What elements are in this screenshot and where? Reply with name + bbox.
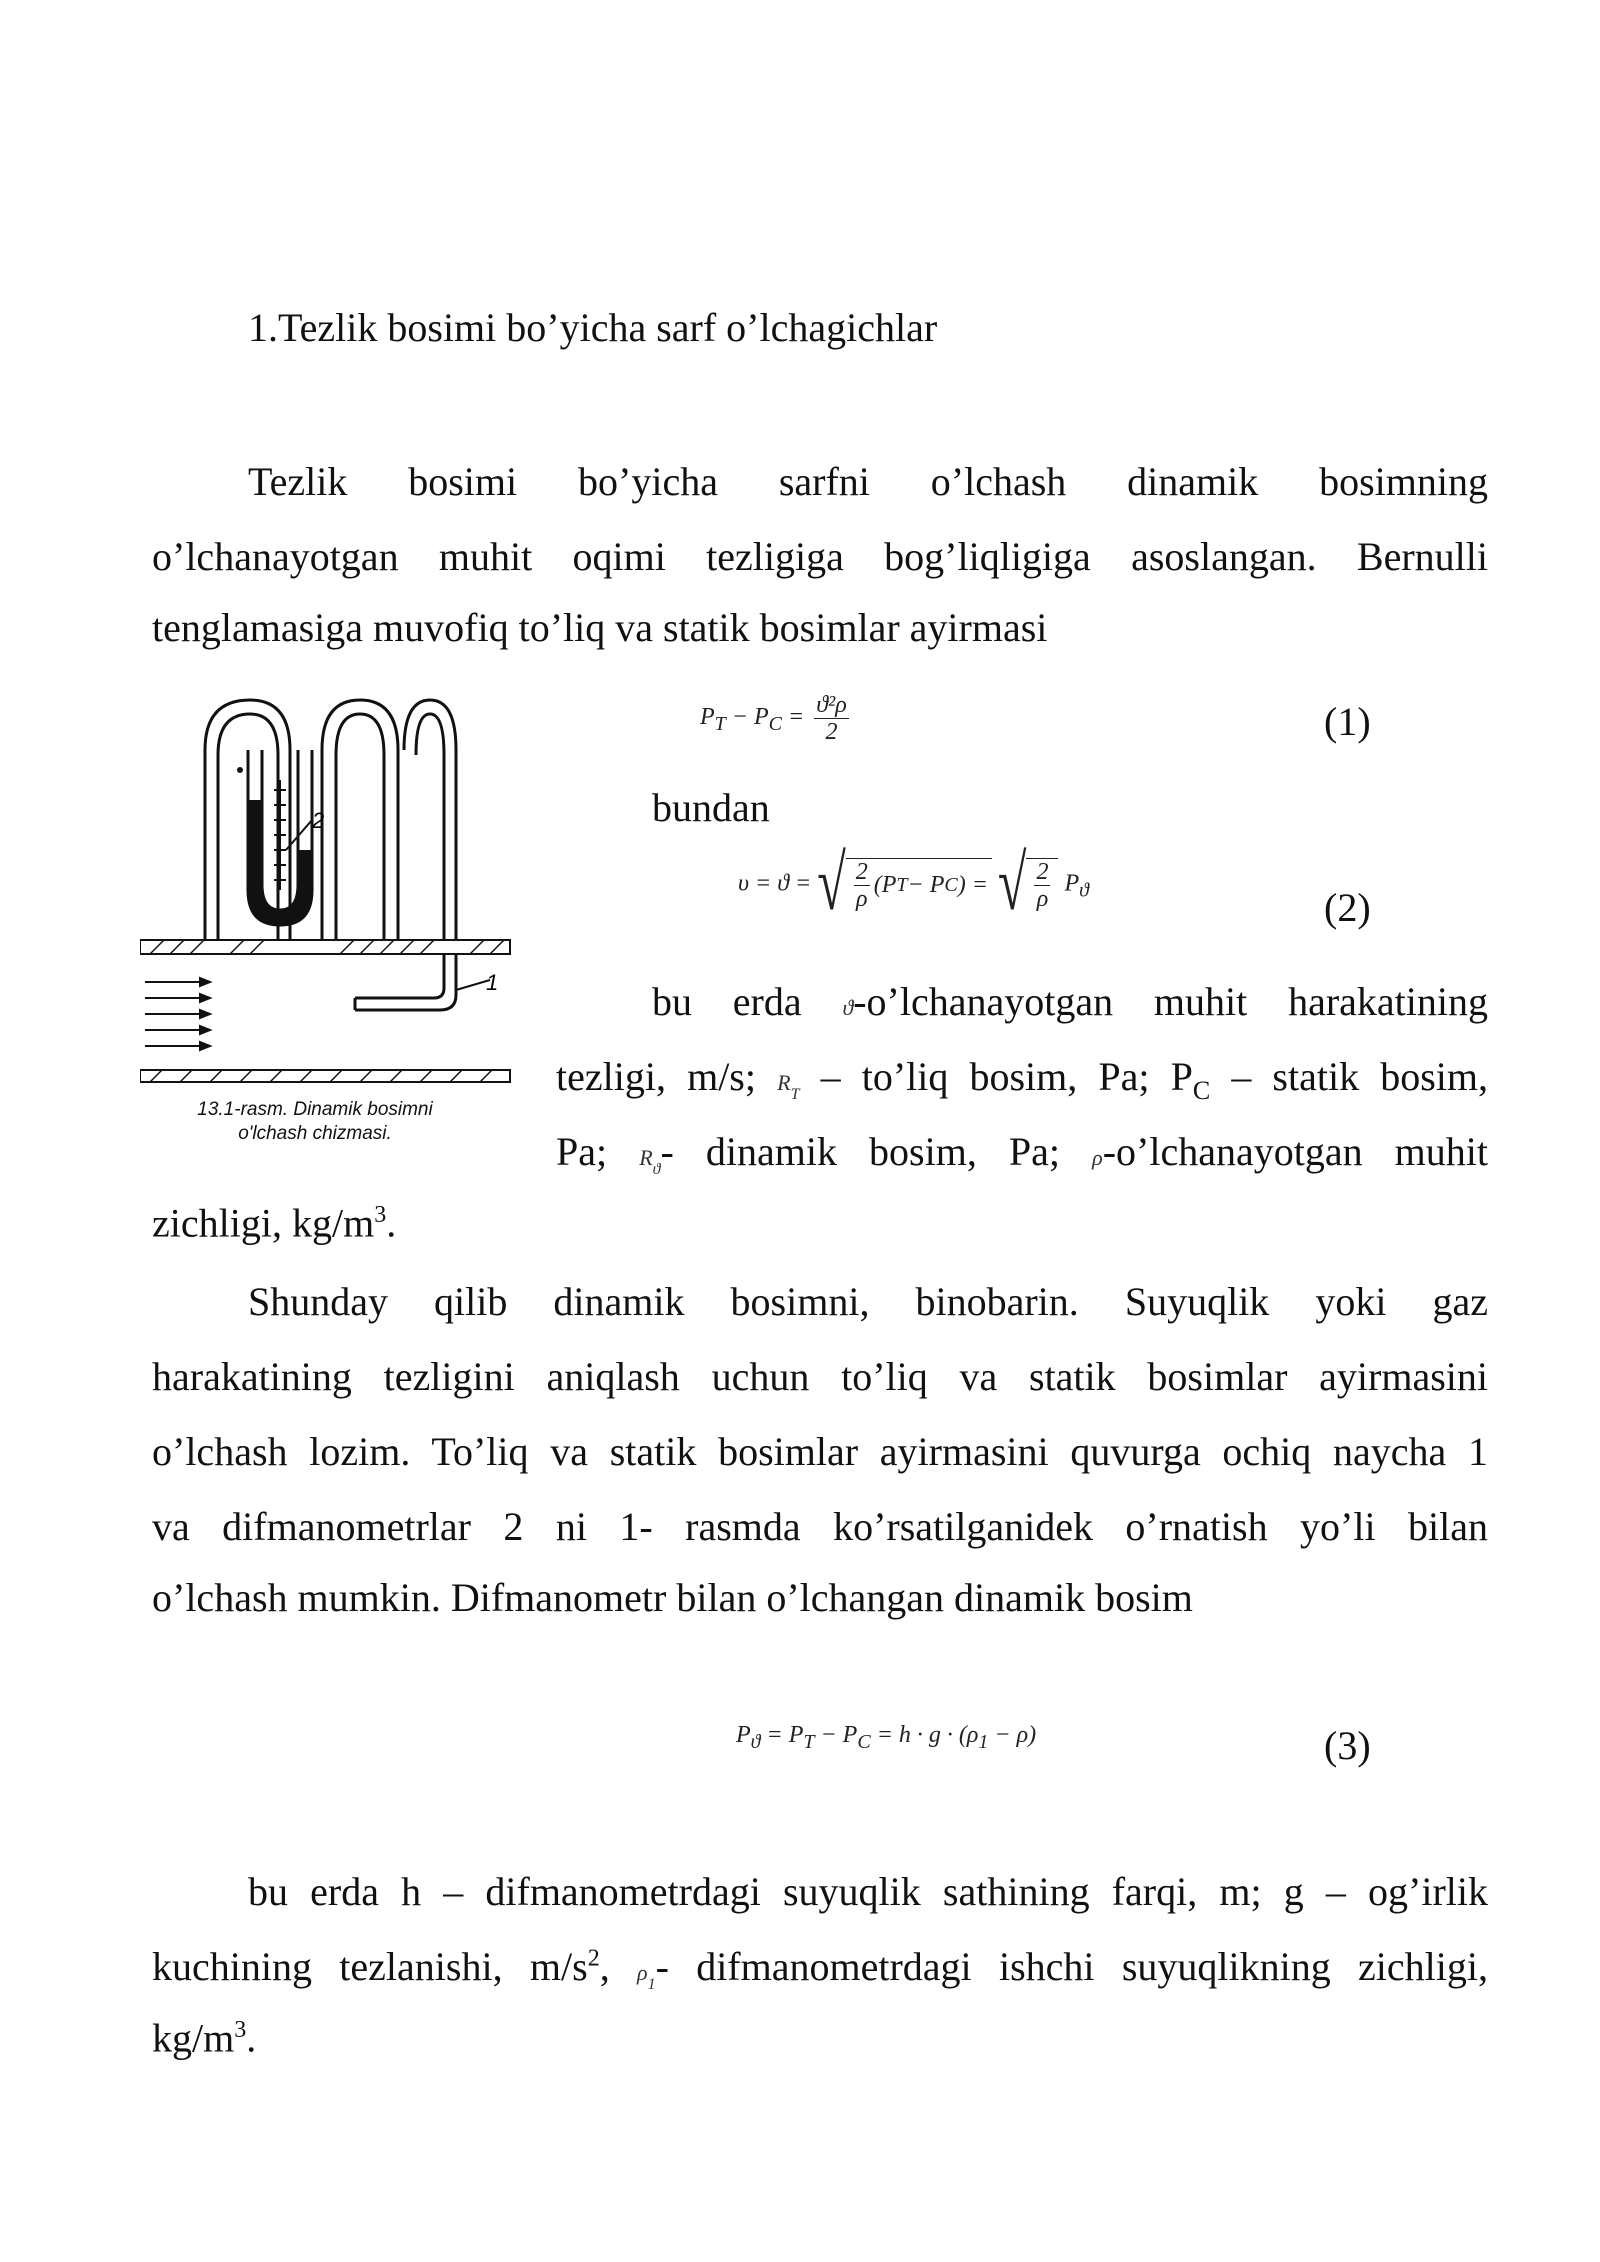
label-2: 2 xyxy=(312,808,325,833)
para2-line5: o’lchash mumkin. Difmanometr bilan o’lchangan dinamik bosim xyxy=(152,1575,1193,1620)
desc-line2: tezligi, m/s; $R_T$ – to’liq bosim, Pa; $P_C$ – statik bosim, xyxy=(556,1054,1489,1105)
para3-line1: bu erda h – difmanometrdagi suyuqlik sathining farqi, m; g – og’irlik xyxy=(248,1869,1488,1914)
para3-line2: kuchining tezlanishi, $m/s^2$, $\rho_1-$ difmanometrdagi ishchi suyuqlikning zichligi, xyxy=(152,1944,1489,1993)
equation-1-number: (1) xyxy=(1324,699,1371,744)
para2-line4: va difmanometrlar 2 ni 1- rasmda ko’rsatilganidek o’rnatish yo’li bilan xyxy=(152,1504,1488,1549)
label-1: 1 xyxy=(486,970,499,995)
section-heading: 1.Tezlik bosimi bo’yicha sarf o’lchagichlar xyxy=(248,305,938,350)
equation-3: $P_ϑ = P_T - P_C = h \cdot g \cdot (\rho_1 - \rho)$ xyxy=(736,1722,1037,1753)
bundan-text: bundan xyxy=(652,785,770,830)
para2-line3: o’lchash lozim. To’liq va statik bosimlar ayirmasini quvurga ochiq naycha 1 xyxy=(152,1429,1488,1474)
desc-line1: bu erda ϑ-o’lchanayotgan muhit harakatining xyxy=(652,979,1488,1024)
desc-line4: zichligi, $kg/m^3$. xyxy=(152,1200,397,1246)
desc-line3: Pa; $R_ϑ-$ dinamik bosim, Pa; ρ-o’lchanayotgan muhit xyxy=(556,1129,1488,1178)
figure-caption: 13.1-rasm. Dinamik bosimni o'lchash chizmasi. xyxy=(197,1099,433,1144)
equation-2: υ = ϑ = √ $\frac{2}{\rho}$ (P T − P C ) = √ $\frac{2}{\rho}$ $P_ϑ$ xyxy=(738,841,1089,927)
equation-1: $P_T - P_C$ = $\frac{\text{ϑ²ρ}}{2}$ xyxy=(700,692,847,745)
para2-line1: Shunday qilib dinamik bosimni, binobarin. Suyuqlik yoki gaz xyxy=(248,1279,1488,1324)
para1-line2: o’lchanayotgan muhit oqimi tezligiga bog’liqligiga asoslangan. Bernulli xyxy=(152,534,1488,579)
para2-line2: harakatining tezligini aniqlash uchun to’liq va statik bosimlar ayirmasini xyxy=(152,1354,1488,1399)
para1-line1: Tezlik bosimi bo’yicha sarfni o’lchash dinamik bosimning xyxy=(248,459,1488,504)
equation-3-number: (3) xyxy=(1324,1723,1371,1768)
dynamic-pressure-diagram xyxy=(140,690,520,1090)
para1-line3: tenglamasiga muvofiq to’liq va statik bosimlar ayirmasi xyxy=(152,605,1048,650)
para3-line3: $kg/m^3$. xyxy=(152,2015,257,2061)
equation-2-number: (2) xyxy=(1324,885,1371,930)
